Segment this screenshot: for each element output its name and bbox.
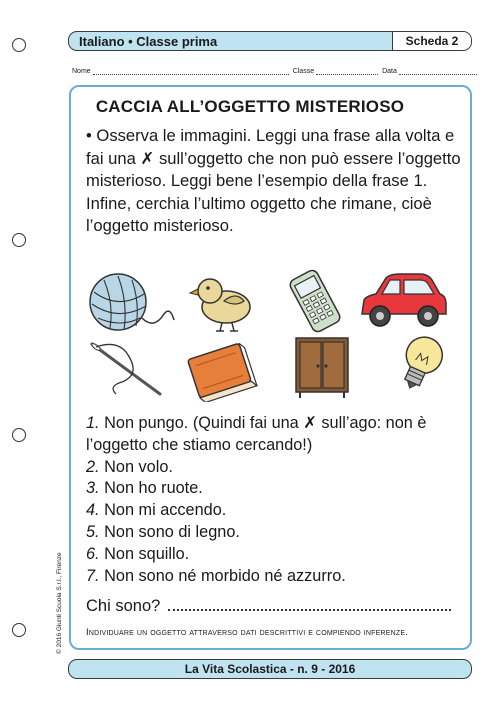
footer-bar: La Vita Scolastica - n. 9 - 2016 bbox=[68, 659, 472, 679]
instruction-paragraph: Infine, cerchia l’ultimo oggetto che rimane, cioè l’oggetto misterioso. bbox=[86, 193, 432, 235]
instructions bbox=[86, 125, 464, 238]
wardrobe-icon[interactable] bbox=[290, 334, 354, 400]
binder-hole bbox=[12, 623, 26, 637]
list-item: 1. Non pungo. (Quindi fai una ✗ sull’ago: non è l’oggetto che stiamo cercando!) bbox=[86, 414, 427, 454]
yarn-ball-icon[interactable] bbox=[84, 270, 176, 338]
sentence-list bbox=[86, 413, 466, 587]
subject-label: Italiano • Classe prima bbox=[79, 33, 218, 49]
objective-note: Individuare un oggetto attraverso dati descrittivi e compiendo inferenze. bbox=[86, 627, 409, 638]
car-icon[interactable] bbox=[356, 270, 450, 334]
chick-icon[interactable] bbox=[188, 271, 258, 333]
binder-hole bbox=[12, 233, 26, 247]
book-icon[interactable] bbox=[182, 336, 260, 402]
list-item: 3. Non ho ruote. bbox=[86, 479, 203, 498]
date-field[interactable]: Data bbox=[382, 67, 477, 75]
copyright-notice: © 2016 Giunti Scuola S.r.l., Firenze bbox=[56, 552, 63, 654]
student-fields bbox=[72, 67, 472, 75]
class-field[interactable]: Classe bbox=[293, 67, 378, 75]
phone-icon[interactable] bbox=[284, 268, 346, 334]
list-item: 4. Non mi accendo. bbox=[86, 501, 227, 520]
answer-line bbox=[86, 597, 451, 616]
list-item: 2. Non volo. bbox=[86, 457, 173, 476]
header-bar bbox=[68, 31, 472, 51]
worksheet-title: CACCIA ALL’OGGETTO MISTERIOSO bbox=[95, 97, 405, 116]
binder-hole bbox=[12, 428, 26, 442]
question-label: Chi sono? bbox=[86, 597, 161, 615]
instruction-paragraph: • Osserva le immagini. Leggi una frase alla volta e fai una ✗ sull’oggetto che non può essere l’oggetto misterioso. Leggi bene l’esempio della frase 1. bbox=[86, 126, 461, 190]
sheet-label: Scheda 2 bbox=[392, 32, 471, 50]
list-item: 7. Non sono né morbido né azzurro. bbox=[86, 566, 346, 585]
binder-hole bbox=[12, 38, 26, 52]
needle-icon[interactable] bbox=[86, 336, 170, 400]
name-field[interactable]: Nome bbox=[72, 67, 289, 75]
list-item: 5. Non sono di legno. bbox=[86, 522, 240, 541]
list-item: 6. Non squillo. bbox=[86, 544, 190, 563]
answer-field[interactable] bbox=[168, 597, 451, 611]
lightbulb-icon[interactable] bbox=[388, 332, 450, 402]
